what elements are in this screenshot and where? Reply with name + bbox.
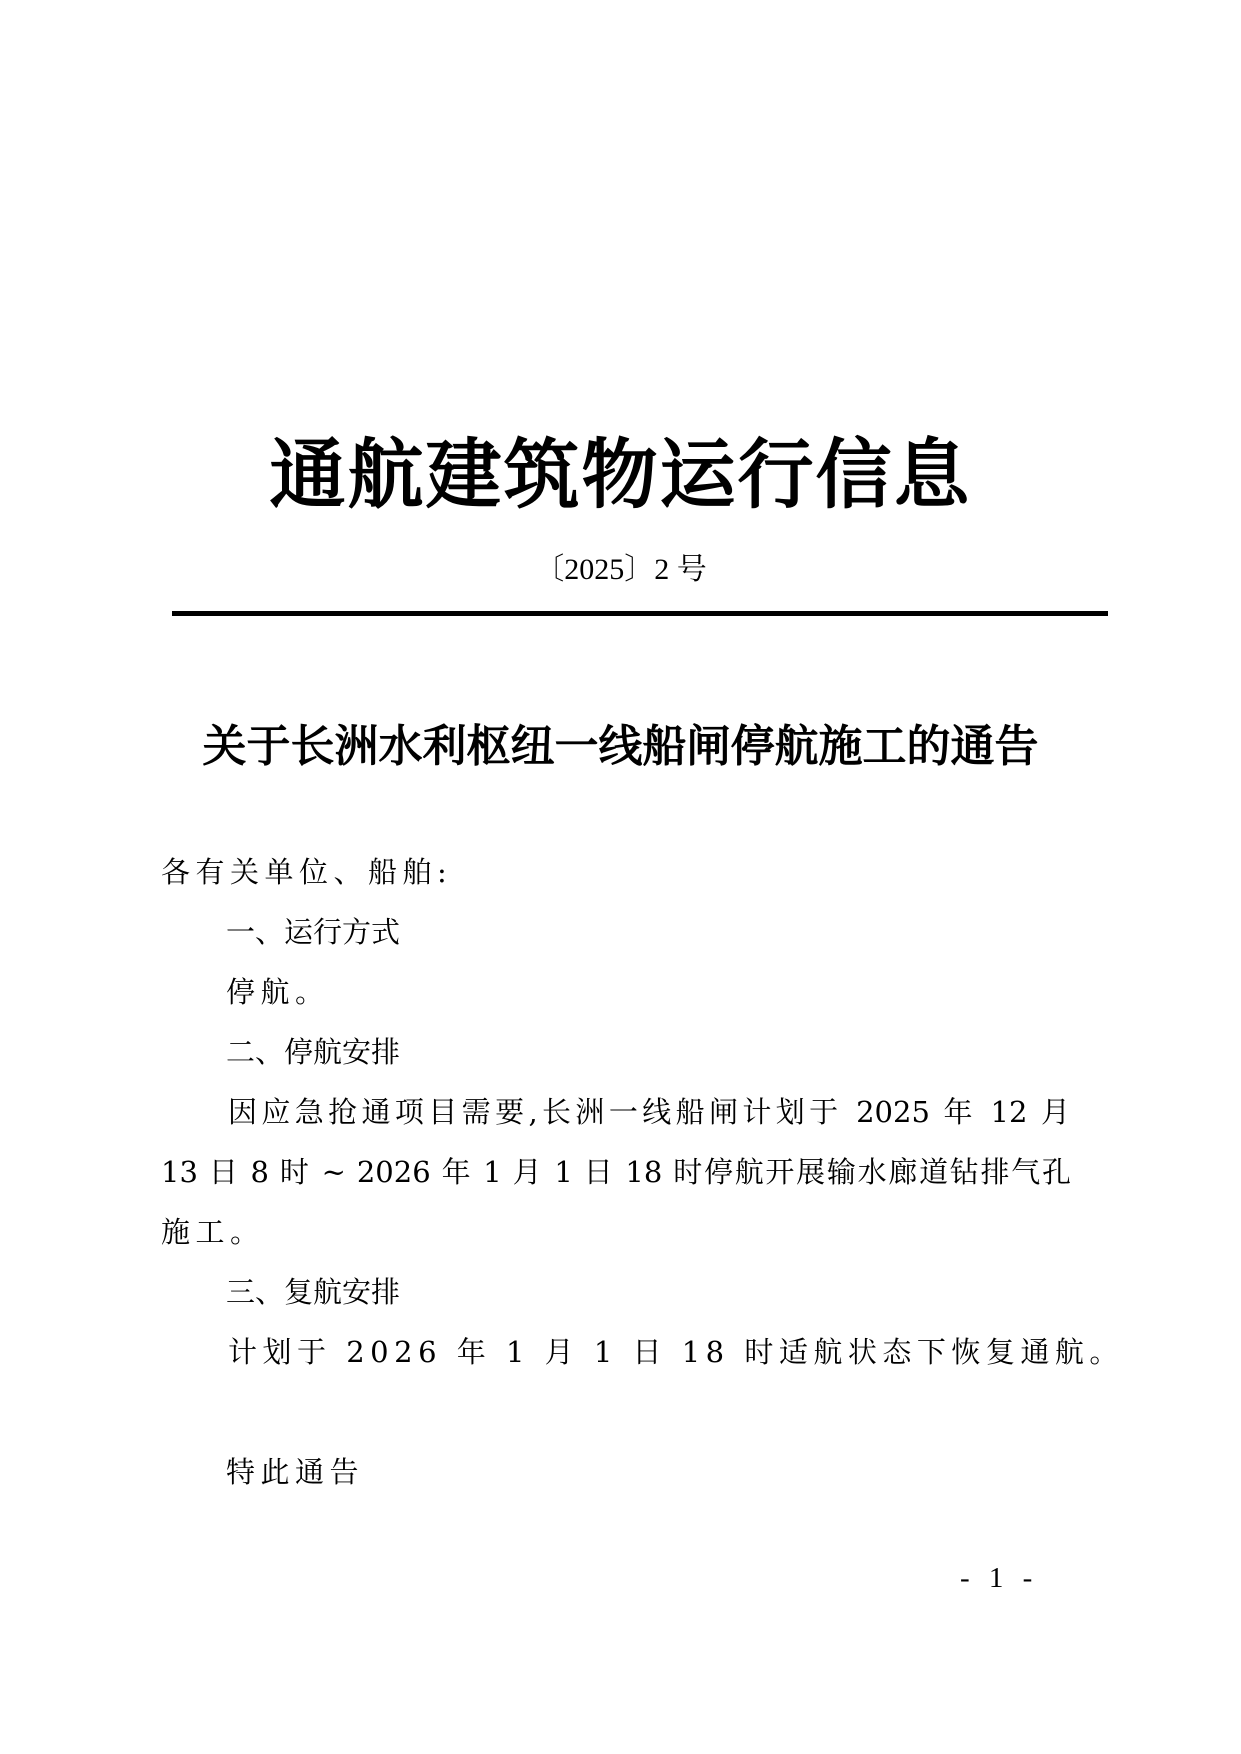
closing-statement: 特此通告 [226, 1455, 365, 1489]
section-text-suspension-line-2: 13 日 8 时 ~ 2026 年 1 月 1 日 18 时停航开展输水廊道钻排气孔 [161, 1155, 1071, 1189]
section-text-operation-mode: 停航。 [226, 975, 330, 1009]
section-text-resumption: 计划于 2026 年 1 月 1 日 18 时适航状态下恢复通航。 [228, 1335, 1124, 1369]
section-heading-suspension-arrangement: 二、停航安排 [226, 1035, 401, 1069]
issue-number: 〔2025〕2 号 [534, 553, 707, 586]
notice-title: 关于长洲水利枢纽一线船闸停航施工的通告 [202, 721, 1039, 772]
document-masthead-title: 通航建筑物运行信息 [269, 430, 972, 519]
salutation: 各有关单位、船舶: [161, 855, 453, 889]
section-heading-resumption-arrangement: 三、复航安排 [226, 1275, 401, 1309]
section-text-suspension-line-3: 施工。 [161, 1215, 265, 1249]
page-number: - 1 - [960, 1562, 1039, 1594]
header-divider-rule [172, 611, 1108, 616]
section-text-suspension-line-1: 因应急抢通项目需要,长洲一线船闸计划于 2025 年 12 月 [228, 1095, 1070, 1129]
section-heading-operation-mode: 一、运行方式 [226, 915, 401, 949]
